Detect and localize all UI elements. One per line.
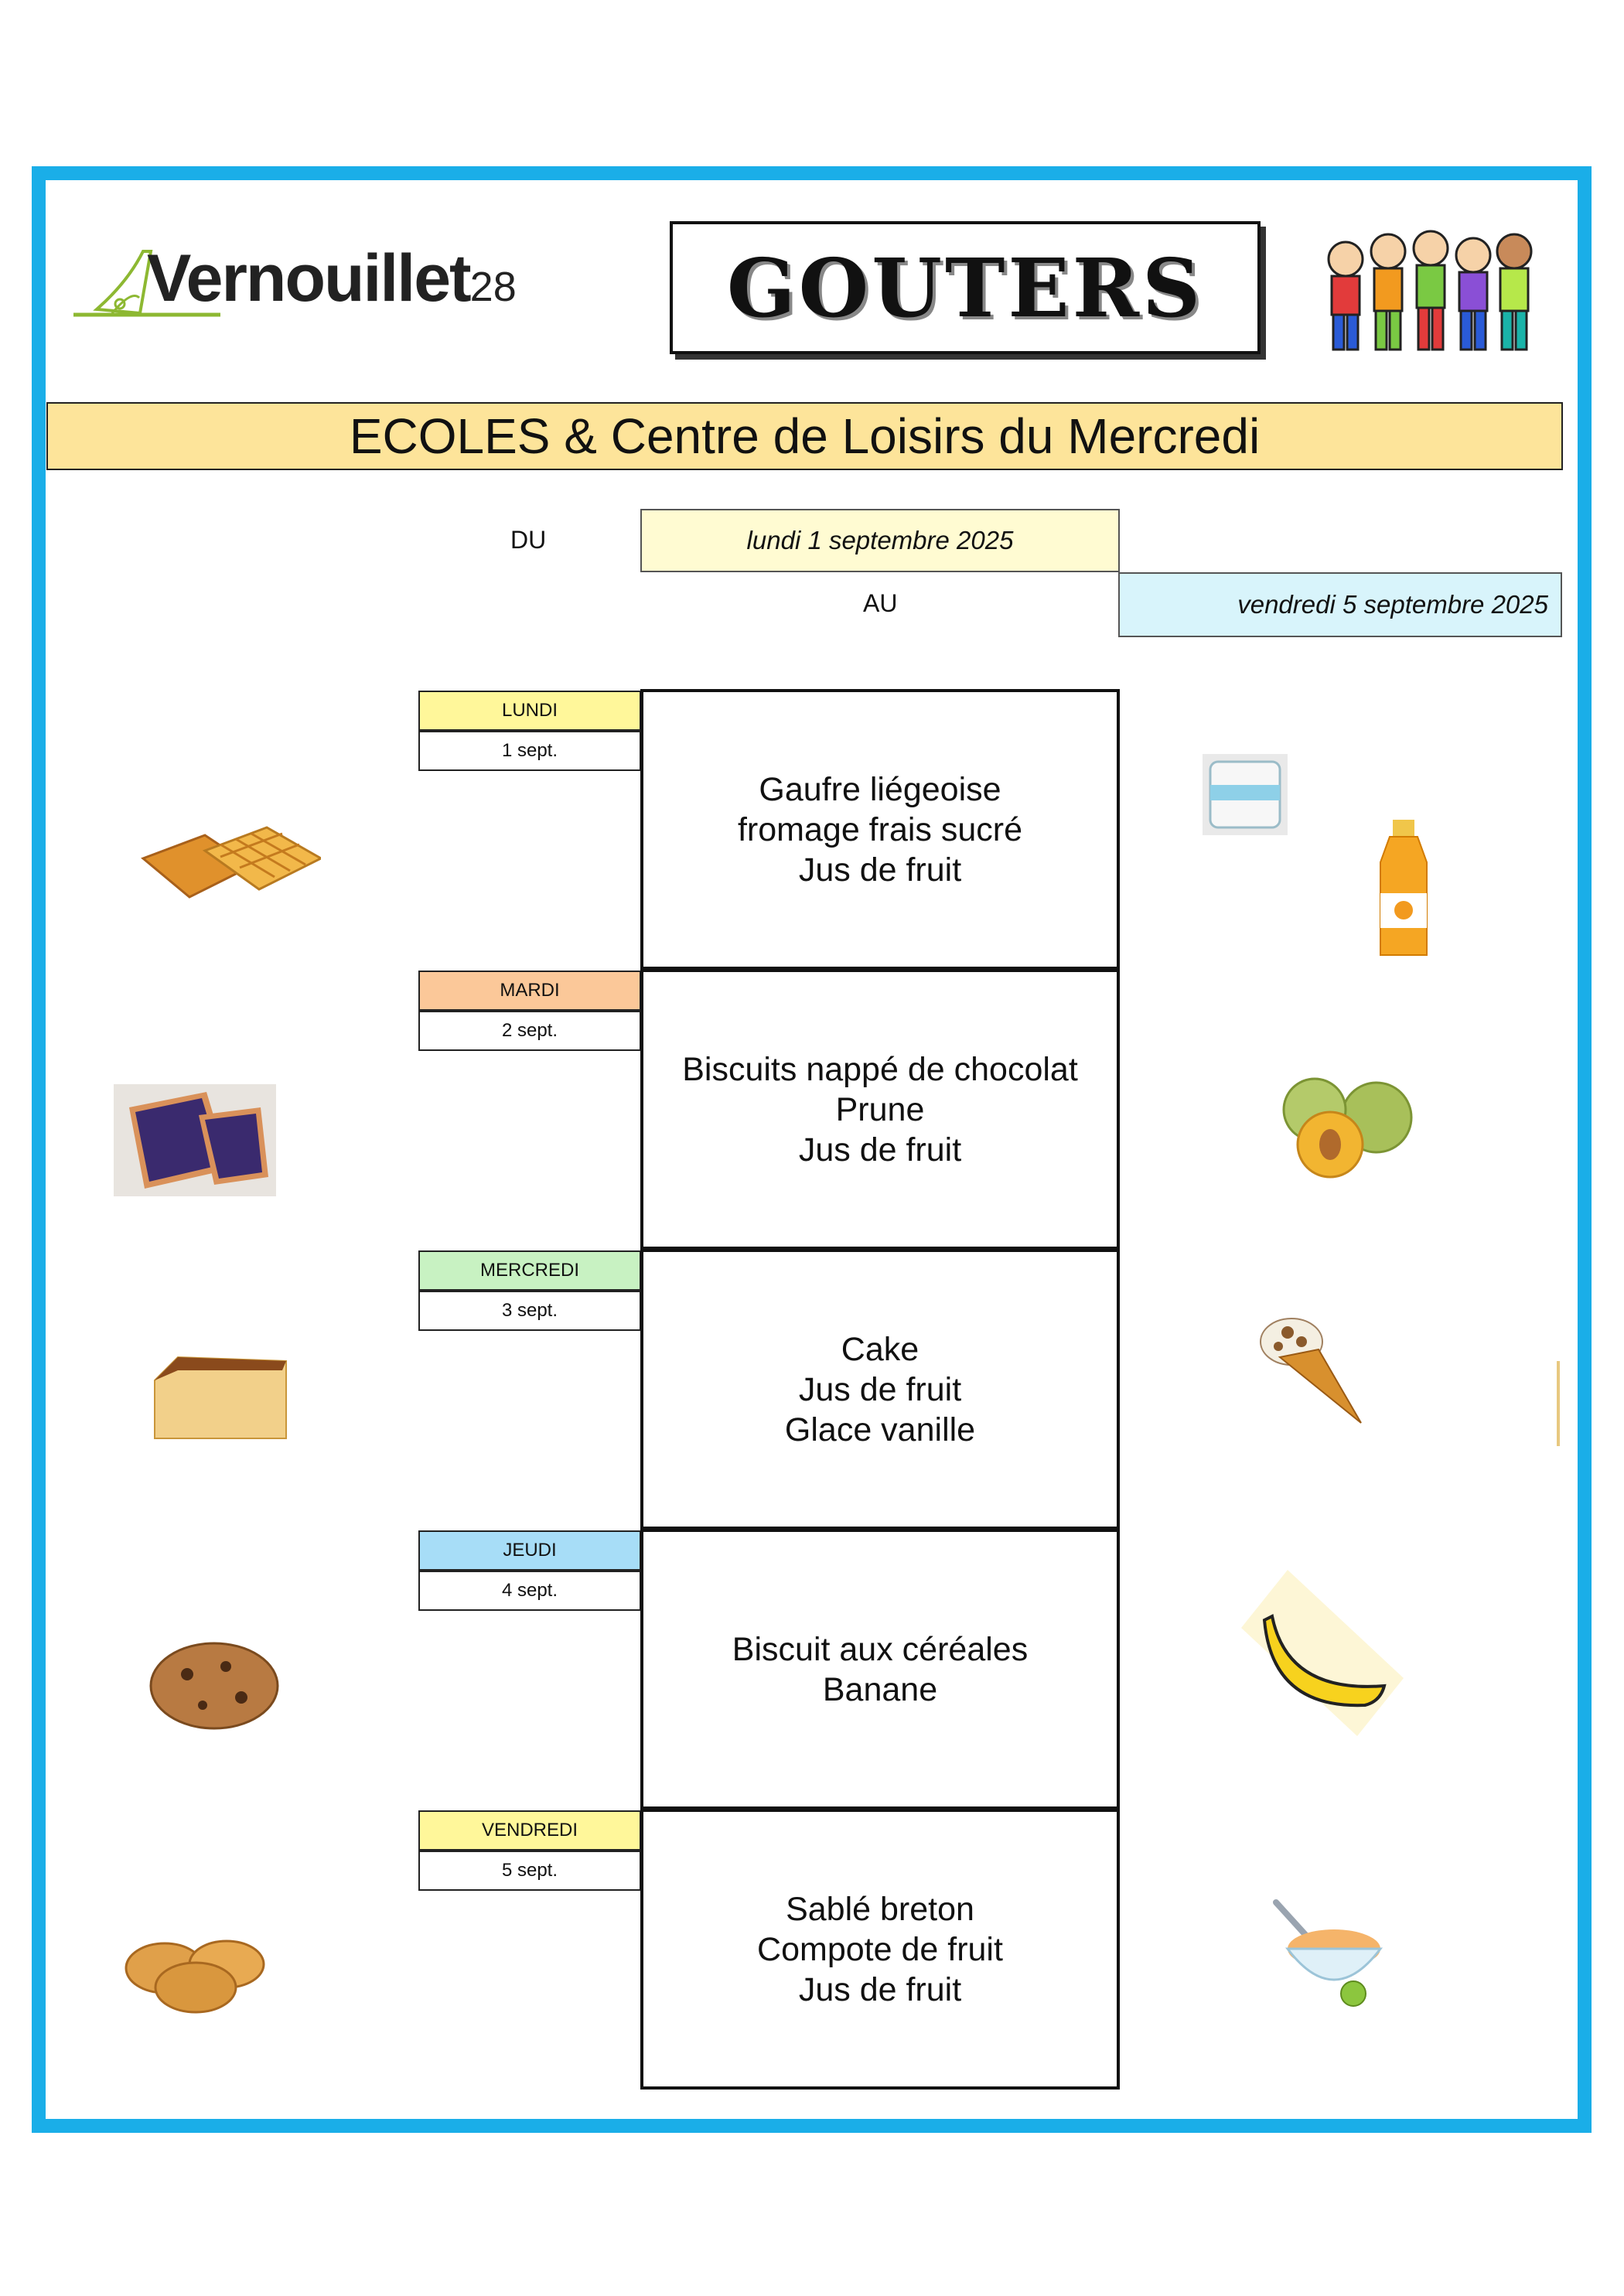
edge-mark (1557, 1361, 1560, 1446)
petit-suisse-icon (1203, 754, 1288, 835)
children-group-icon (1315, 220, 1547, 360)
title-box (670, 221, 1261, 354)
logo-number: 28 (469, 264, 517, 310)
menu-item: Biscuits nappé de chocolat (682, 1050, 1078, 1088)
menu-item: Jus de fruit (798, 851, 962, 889)
menu-item: Jus de fruit (798, 1370, 962, 1408)
menu-item: Sablé breton (786, 1890, 974, 1928)
subtitle: ECOLES & Centre de Loisirs du Mercredi (349, 408, 1261, 464)
page-title: GOUTERS (726, 240, 1204, 336)
day-date-jeudi: 4 sept. (418, 1571, 641, 1611)
day-date-mardi: 2 sept. (418, 1011, 641, 1051)
menu-item: fromage frais sucré (737, 810, 1023, 848)
subtitle-band (46, 402, 1563, 470)
juice-bottle-icon (1373, 820, 1435, 959)
chocolate-biscuit-icon (114, 1084, 276, 1196)
menu-cell-mardi (640, 969, 1120, 1250)
from-date: lundi 1 septembre 2025 (640, 509, 1120, 572)
day-name-mardi: MARDI (418, 971, 641, 1011)
menu-item: Prune (835, 1090, 925, 1128)
sable-biscuit-icon (122, 1933, 269, 2015)
day-name-vendredi: VENDREDI (418, 1810, 641, 1851)
to-label: AU (863, 589, 898, 617)
day-name-lundi: LUNDI (418, 691, 641, 731)
day-date-lundi: 1 sept. (418, 731, 641, 771)
menu-item: Cake (841, 1330, 919, 1368)
cake-icon (147, 1353, 290, 1442)
menu-cell-jeudi (640, 1529, 1120, 1810)
menu-item: Compote de fruit (757, 1930, 1003, 1968)
menu-item: Jus de fruit (798, 1970, 962, 2008)
menu-item: Glace vanille (784, 1411, 976, 1448)
logo-wordmark (147, 236, 517, 329)
menu-item: Biscuit aux céréales (732, 1630, 1029, 1668)
logo-name: Vernouillet (147, 241, 470, 316)
menu-item: Gaufre liégeoise (759, 770, 1001, 808)
from-label: DU (510, 526, 547, 554)
menu-item: Banane (822, 1670, 938, 1708)
day-date-mercredi: 3 sept. (418, 1291, 641, 1331)
day-date-vendredi: 5 sept. (418, 1851, 641, 1891)
menu-cell-mercredi (640, 1249, 1120, 1530)
day-name-mercredi: MERCREDI (418, 1250, 641, 1291)
plum-icon (1276, 1071, 1419, 1179)
compote-bowl-icon (1261, 1895, 1392, 2015)
ice-cream-cone-icon (1257, 1311, 1365, 1427)
vernouillet-logo (66, 236, 517, 336)
banana-icon (1241, 1570, 1404, 1736)
menu-cell-lundi (640, 689, 1120, 970)
day-name-jeudi: JEUDI (418, 1530, 641, 1571)
waffle-icon (135, 812, 321, 913)
to-date: vendredi 5 septembre 2025 (1118, 572, 1562, 637)
menu-item: Jus de fruit (798, 1131, 962, 1168)
cookie-icon (148, 1639, 280, 1732)
menu-cell-vendredi (640, 1809, 1120, 2090)
